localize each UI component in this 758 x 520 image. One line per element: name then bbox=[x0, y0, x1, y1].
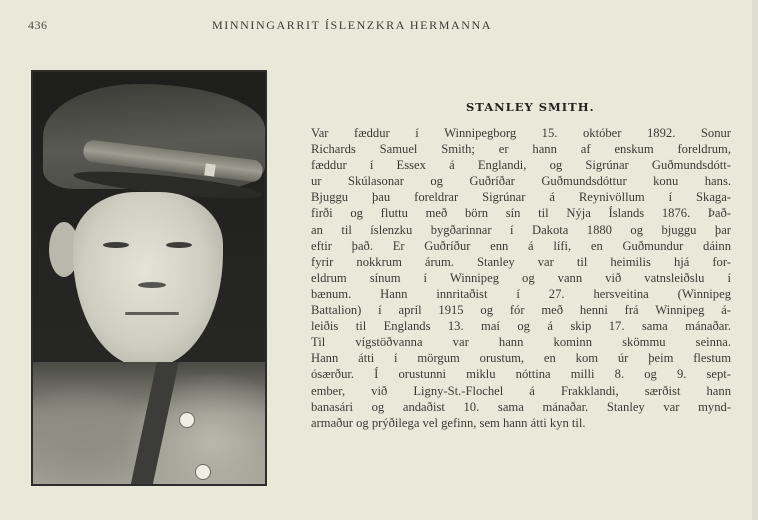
body-line: Var fæddur í Winnipegborg 15. október 1892. Sonur bbox=[311, 126, 731, 140]
photo-eye-right bbox=[166, 242, 192, 248]
article-body bbox=[311, 125, 731, 431]
body-line: bænum. Hann innritaðist í 27. hersveitina (Winnipeg bbox=[311, 286, 731, 301]
page-edge bbox=[752, 0, 758, 520]
body-line: eftir það. Er Guðríður enn á lífi, en Guðmundur dáinn bbox=[311, 238, 731, 253]
running-head-title: MINNINGARRIT ÍSLENZKRA HERMANNA bbox=[212, 18, 493, 32]
body-line: Richards Samuel Smith; er hann af enskum foreldrum, bbox=[311, 142, 731, 157]
photo-face bbox=[73, 192, 223, 367]
photo-mouth bbox=[125, 312, 179, 315]
photo-eye-left bbox=[103, 242, 129, 248]
photo-cap-badge bbox=[204, 163, 216, 176]
photo-uniform-button bbox=[195, 464, 211, 480]
body-line: fæddur í Essex á Englandi, og Sigrúnar Guðmundsdótt- bbox=[311, 158, 731, 173]
photo-uniform-button bbox=[179, 412, 195, 428]
body-line: an til íslenzku bygðarinnar í Dakota 1880 og bjuggu þar bbox=[311, 222, 731, 237]
body-line: Battalion) í apríl 1915 og fór með henni frá Winnipeg á- bbox=[311, 303, 731, 318]
body-line: banasári og andaðist 10. sama mánaðar. Stanley var mynd- bbox=[311, 399, 731, 414]
body-line: ember, við Ligny-St.-Flochel á Frakklandi, særðist hann bbox=[311, 383, 731, 398]
body-line: armaður og prýðilega vel gefinn, sem hann átti kyn til. bbox=[311, 415, 586, 430]
body-line: Bjuggu þau foreldrar Sigrúnar á Reynivöllum í Skaga- bbox=[311, 190, 731, 205]
body-line: Hann átti í mörgum orustum, en kom úr þeim flestum bbox=[311, 351, 731, 366]
body-line: fyrir nokkrum árum. Stanley var til heimilis hjá for- bbox=[311, 254, 731, 269]
photo-nose bbox=[138, 282, 166, 288]
article-title: STANLEY SMITH. bbox=[466, 100, 595, 114]
body-line: leiðis til Englands 13. maí og á skip 17. sama mánaðar. bbox=[311, 319, 731, 334]
body-line: eldrum sínum í Winnipeg og vann við vatnsleiðslu í bbox=[311, 270, 731, 285]
body-line: firði og fluttu með börn sín til Nýja Íslands 1876. Það- bbox=[311, 206, 731, 221]
body-line: ósærður. Í orustunni miklu nóttina milli 8. og 9. sept- bbox=[311, 367, 731, 382]
body-line: ur Skúlasonar og Guðríðar Guðmundsdóttur konu hans. bbox=[311, 174, 731, 189]
body-line: Til vígstöðvanna var hann kominn skömmu seinna. bbox=[311, 335, 731, 350]
portrait-photo bbox=[31, 70, 267, 486]
page-number: 436 bbox=[28, 18, 48, 32]
